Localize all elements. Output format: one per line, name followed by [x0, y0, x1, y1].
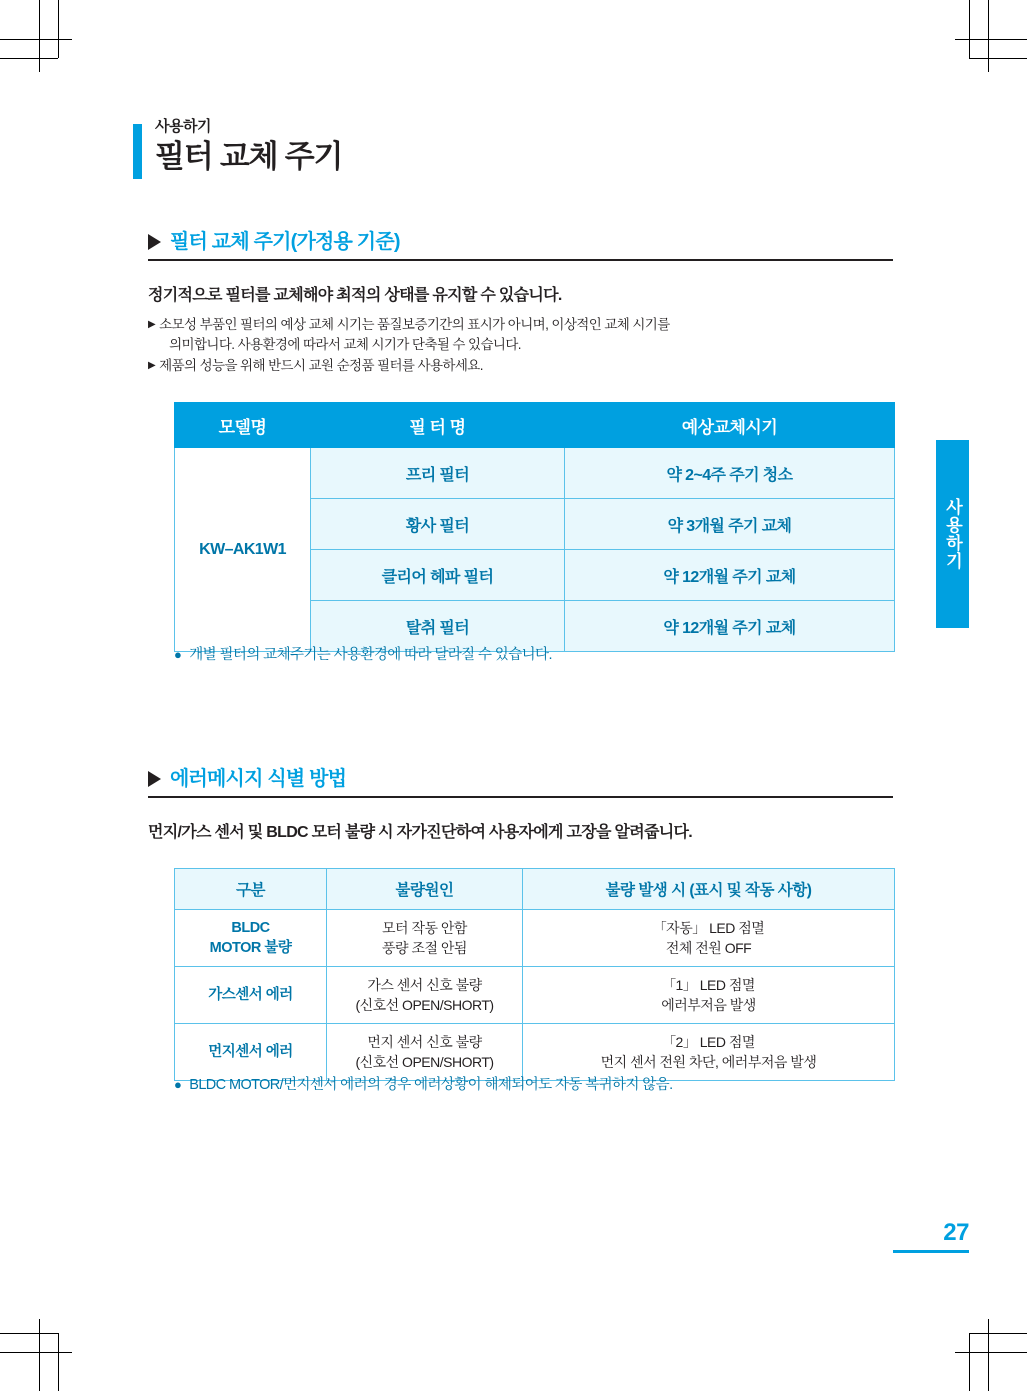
- cell-model-name: KW–AK1W1: [175, 448, 311, 652]
- dot-bullet-icon: ●: [174, 1077, 182, 1092]
- section1-note: [174, 645, 552, 665]
- cell-effect-line1: 「1」 LED 점멸: [662, 977, 755, 993]
- section1-bullet-list: [148, 315, 908, 377]
- section2-rule: [148, 796, 893, 798]
- section2-heading-label: 에러메시지 식별 방법: [170, 768, 347, 790]
- filter-replacement-table: [174, 402, 895, 652]
- bullet1-line1: 소모성 부품인 필터의 예상 교체 시기는 품질보증기간의 표시가 아니며, 이상적인 교체 시기를: [159, 317, 670, 332]
- cell-cause-line2: (신호선 OPEN/SHORT): [355, 997, 494, 1013]
- col-header-cycle: 예상교체시기: [565, 403, 895, 448]
- page-number-rule: [893, 1250, 969, 1253]
- table-row: [175, 910, 895, 967]
- table-row: [175, 967, 895, 1024]
- section2-note-text: BLDC MOTOR/먼지센서 에러의 경우 에러상황이 해제되어도 자동 복귀하지 않음.: [189, 1077, 673, 1093]
- crop-mark-bottom-left: [0, 1301, 90, 1391]
- table-header-row: [175, 403, 895, 448]
- section1-heading-label: 필터 교체 주기(가정용 기준): [170, 231, 400, 253]
- page-title-block: [133, 118, 342, 179]
- triangle-bullet-icon: [148, 771, 161, 787]
- cell-error-effect: [523, 1024, 895, 1081]
- section2-lead-text: 먼지/가스 센서 및 BLDC 모터 불량 시 자가진단하여 사용자에게 고장을 알려줍니다.: [148, 824, 693, 841]
- page-title: 필터 교체 주기: [155, 139, 343, 174]
- side-tab-chapter: [936, 440, 969, 628]
- cell-category-line1: BLDC: [231, 920, 270, 936]
- cell-filter-name: 프리 필터: [311, 448, 565, 499]
- arrow-bullet-icon: ▶: [148, 360, 156, 371]
- cell-error-cause: [327, 910, 523, 967]
- section1-rule: [148, 259, 893, 261]
- cell-filter-name: 탈취 필터: [311, 601, 565, 652]
- title-accent-bar: [133, 124, 142, 179]
- col-header-filter-name: 필 터 명: [311, 403, 565, 448]
- list-item: [148, 315, 908, 355]
- cell-filter-cycle: 약 12개월 주기 교체: [565, 601, 895, 652]
- triangle-bullet-icon: [148, 234, 161, 250]
- cell-category-line1: 먼지센서 에러: [208, 1044, 293, 1060]
- cell-category-line2: MOTOR 불량: [209, 940, 292, 956]
- cell-cause-line1: 먼지 센서 신호 불량: [367, 1034, 482, 1050]
- cell-error-category: [175, 1024, 327, 1081]
- cell-effect-line1: 「자동」 LED 점멸: [652, 920, 765, 936]
- cell-error-effect: [523, 910, 895, 967]
- cell-filter-name: 황사 필터: [311, 499, 565, 550]
- cell-effect-line2: 먼지 센서 전원 차단, 에러부저음 발생: [600, 1054, 817, 1070]
- cell-cause-line2: 풍량 조절 안됨: [382, 940, 467, 956]
- cell-error-category: [175, 967, 327, 1024]
- crop-mark-top-left: [0, 0, 90, 90]
- cell-filter-cycle: 약 12개월 주기 교체: [565, 550, 895, 601]
- col-header-category: 구분: [175, 869, 327, 910]
- col-header-model: 모델명: [175, 403, 311, 448]
- cell-error-cause: [327, 1024, 523, 1081]
- bullet2-line1: 제품의 성능을 위해 반드시 교원 순정품 필터를 사용하세요.: [159, 358, 483, 373]
- section2-note: [174, 1075, 673, 1095]
- page-number-block: [893, 1219, 969, 1253]
- col-header-cause: 불량원인: [327, 869, 523, 910]
- cell-filter-cycle: 약 2~4주 주기 청소: [565, 448, 895, 499]
- table-row: [175, 448, 895, 499]
- list-item: [148, 356, 908, 376]
- col-header-effect: 불량 발생 시 (표시 및 작동 사항): [523, 869, 895, 910]
- chapter-kicker: 사용하기: [155, 118, 211, 135]
- side-tab-label: 사용하기: [943, 498, 962, 570]
- section1-note-text: 개별 필터의 교체주기는 사용환경에 따라 달라질 수 있습니다.: [189, 647, 552, 663]
- cell-effect-line1: 「2」 LED 점멸: [662, 1034, 755, 1050]
- table-row: [175, 1024, 895, 1081]
- arrow-bullet-icon: ▶: [148, 319, 156, 330]
- section-heading-filter-cycle: [148, 230, 893, 261]
- cell-cause-line1: 모터 작동 안함: [382, 920, 467, 936]
- cell-error-effect: [523, 967, 895, 1024]
- error-message-table: [174, 868, 895, 1081]
- table-header-row: [175, 869, 895, 910]
- crop-mark-top-right: [937, 0, 1027, 90]
- crop-mark-bottom-right: [937, 1301, 1027, 1391]
- section1-lead-text: 정기적으로 필터를 교체해야 최적의 상태를 유지할 수 있습니다.: [148, 287, 562, 304]
- cell-category-line1: 가스센서 에러: [208, 987, 293, 1003]
- page-number: 27: [943, 1219, 969, 1246]
- dot-bullet-icon: ●: [174, 647, 182, 662]
- cell-effect-line2: 에러부저음 발생: [661, 997, 756, 1013]
- cell-filter-cycle: 약 3개월 주기 교체: [565, 499, 895, 550]
- section-heading-error-message: [148, 767, 893, 798]
- cell-error-category: [175, 910, 327, 967]
- cell-filter-name: 클리어 헤파 필터: [311, 550, 565, 601]
- cell-effect-line2: 전체 전원 OFF: [665, 940, 752, 956]
- cell-cause-line2: (신호선 OPEN/SHORT): [355, 1054, 494, 1070]
- cell-cause-line1: 가스 센서 신호 불량: [367, 977, 482, 993]
- cell-error-cause: [327, 967, 523, 1024]
- bullet1-line2: 의미합니다. 사용환경에 따라서 교체 시기가 단축될 수 있습니다.: [169, 337, 521, 352]
